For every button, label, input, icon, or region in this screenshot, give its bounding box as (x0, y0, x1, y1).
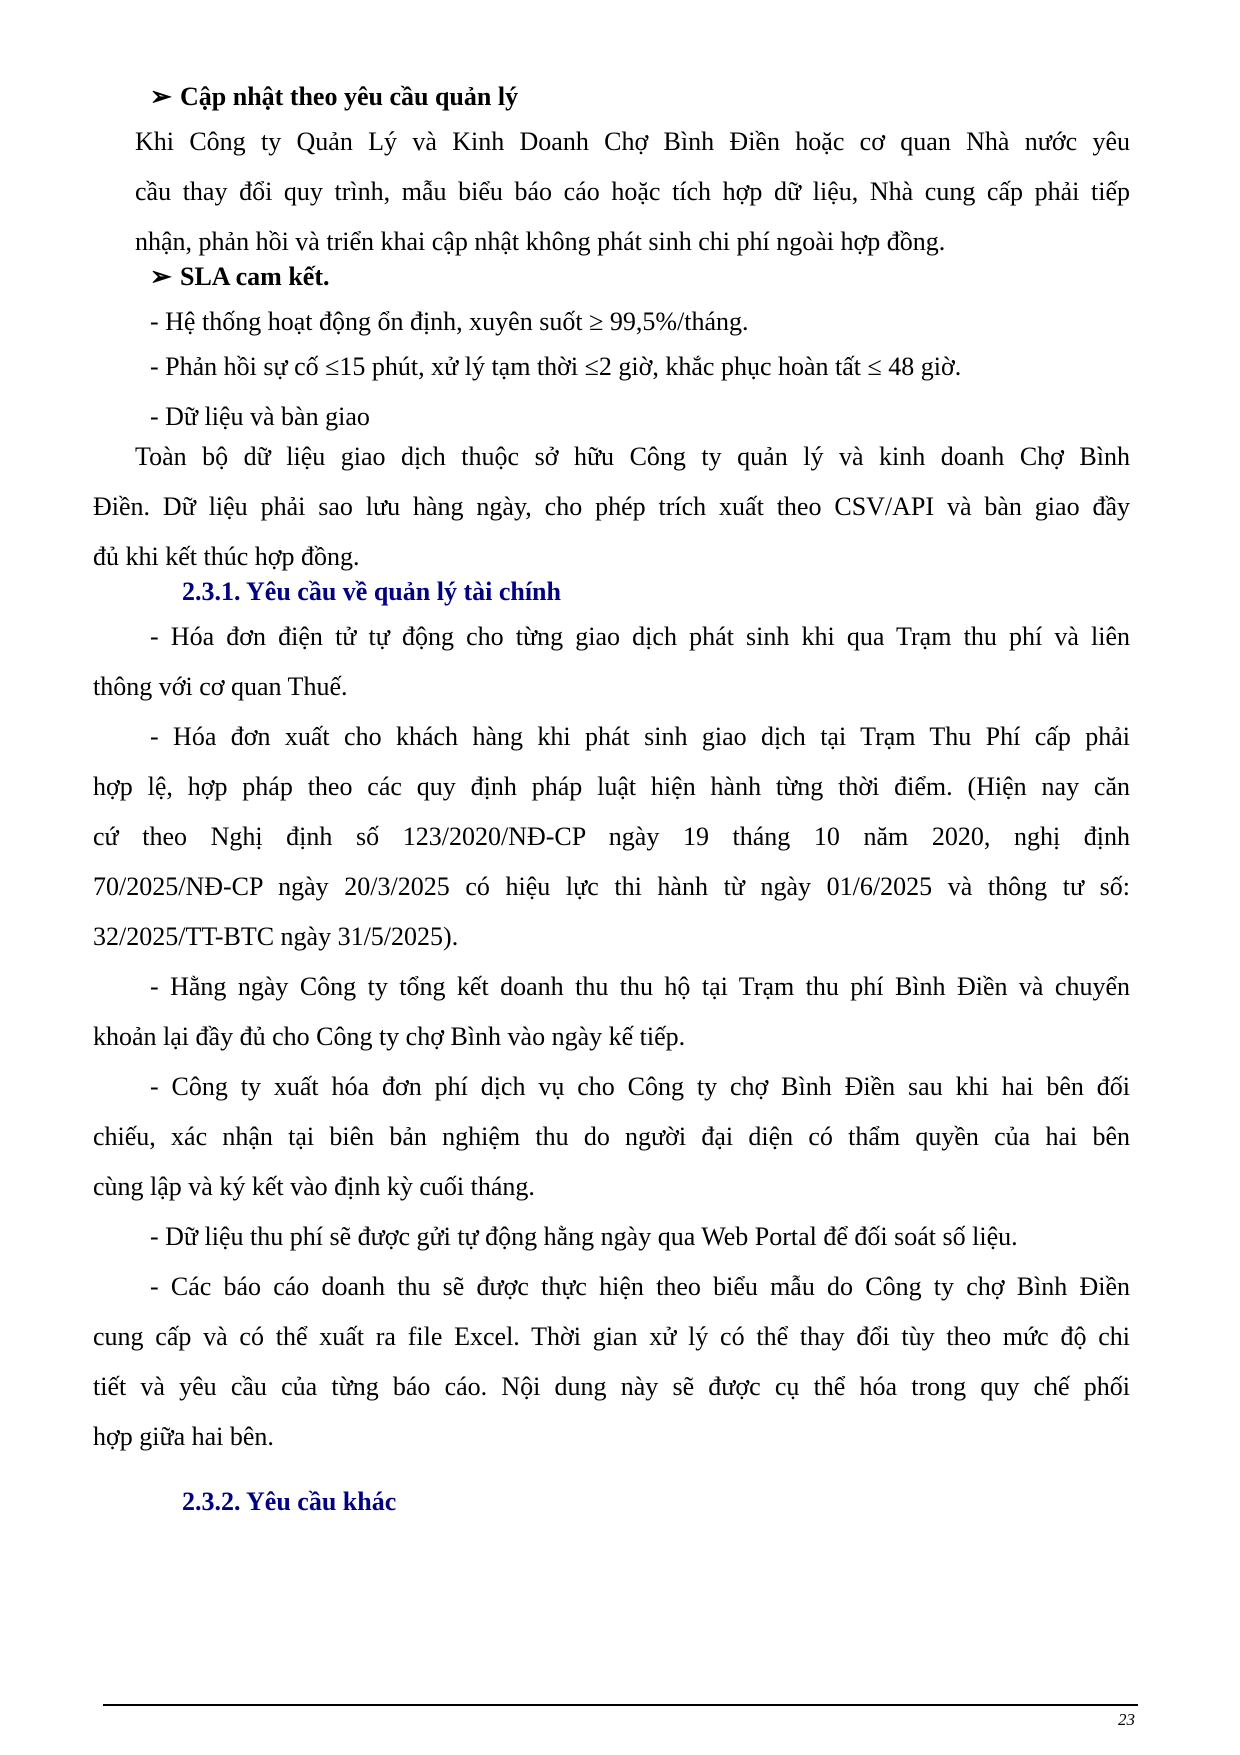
text-line: - Hằng ngày Công ty tổng kết doanh thu thu hộ tại Trạm thu phí Bình Điền và chuyển (150, 972, 1130, 1001)
text-line: hợp lệ, hợp pháp theo các quy định pháp luật hiện hành từng thời điểm. (Hiện nay căn (93, 772, 1130, 801)
update-paragraph (135, 117, 1130, 267)
text-line: khoản lại đầy đủ cho Công ty chợ Bình vào ngày kế tiếp. (93, 1022, 686, 1051)
text-line: cầu thay đổi quy trình, mẫu biểu báo cáo hoặc tích hợp dữ liệu, Nhà cung cấp phải tiếp (135, 177, 1130, 206)
arrow-bullet-icon: ➢ (150, 262, 172, 291)
sla-item: - Dữ liệu và bàn giao (150, 402, 370, 431)
text-line: đủ khi kết thúc hợp đồng. (93, 542, 360, 571)
text-line: - Các báo cáo doanh thu sẽ được thực hiện theo biểu mẫu do Công ty chợ Bình Điền (150, 1272, 1130, 1301)
footer-rule (103, 1704, 1138, 1706)
text-line: 70/2025/NĐ-CP ngày 20/3/2025 có hiệu lực thi hành từ ngày 01/6/2025 và thông tư số: (93, 872, 1130, 901)
text-line: chiếu, xác nhận tại biên bản nghiệm thu do người đại diện có thẩm quyền của hai bên (93, 1122, 1130, 1151)
data-handover-paragraph (93, 432, 1130, 582)
sla-heading: ➢ SLA cam kết. (150, 252, 330, 302)
text-line: cùng lập và ký kết vào định kỳ cuối tháng. (93, 1172, 535, 1201)
arrow-bullet-icon: ➢ (150, 82, 172, 111)
sla-item: - Phản hồi sự cố ≤15 phút, xử lý tạm thời ≤2 giờ, khắc phục hoàn tất ≤ 48 giờ. (150, 352, 962, 381)
section-heading-other: 2.3.2. Yêu cầu khác (182, 1487, 397, 1516)
text-line: Toàn bộ dữ liệu giao dịch thuộc sở hữu Công ty quản lý và kinh doanh Chợ Bình (135, 442, 1130, 471)
text-line: - Hóa đơn điện tử tự động cho từng giao dịch phát sinh khi qua Trạm thu phí và liên (150, 622, 1130, 651)
text-line: tiết và yêu cầu của từng báo cáo. Nội dung này sẽ được cụ thể hóa trong quy chế phối (93, 1372, 1130, 1401)
text-line: - Hóa đơn xuất cho khách hàng khi phát sinh giao dịch tại Trạm Thu Phí cấp phải (150, 722, 1130, 751)
text-line: - Dữ liệu thu phí sẽ được gửi tự động hằng ngày qua Web Portal để đối soát số liệu. (150, 1222, 1018, 1251)
page-number: 23 (1118, 1710, 1135, 1729)
text-line: cứ theo Nghị định số 123/2020/NĐ-CP ngày 19 tháng 10 năm 2020, nghị định (93, 822, 1130, 851)
text-line: - Công ty xuất hóa đơn phí dịch vụ cho Công ty chợ Bình Điền sau khi hai bên đối (150, 1072, 1130, 1101)
text-line: nhận, phản hồi và triển khai cập nhật không phát sinh chi phí ngoài hợp đồng. (135, 227, 946, 256)
update-heading: ➢ Cập nhật theo yêu cầu quản lý (150, 72, 518, 122)
text-line: Điền. Dữ liệu phải sao lưu hàng ngày, cho phép trích xuất theo CSV/API và bàn giao đầy (93, 492, 1130, 521)
sla-list (150, 297, 1130, 442)
text-line: Khi Công ty Quản Lý và Kinh Doanh Chợ Bình Điền hoặc cơ quan Nhà nước yêu (135, 127, 1130, 156)
text-line: hợp giữa hai bên. (93, 1422, 274, 1451)
text-line: 32/2025/TT-BTC ngày 31/5/2025). (93, 922, 459, 951)
text-line: cung cấp và có thể xuất ra file Excel. Thời gian xử lý có thể thay đổi tùy theo mức độ chi (93, 1322, 1130, 1351)
section-heading-finance: 2.3.1. Yêu cầu về quản lý tài chính (182, 577, 561, 606)
text-line: thông với cơ quan Thuế. (93, 672, 348, 701)
finance-paragraphs (93, 612, 1130, 1462)
sla-item: - Hệ thống hoạt động ổn định, xuyên suốt ≥ 99,5%/tháng. (150, 307, 749, 336)
